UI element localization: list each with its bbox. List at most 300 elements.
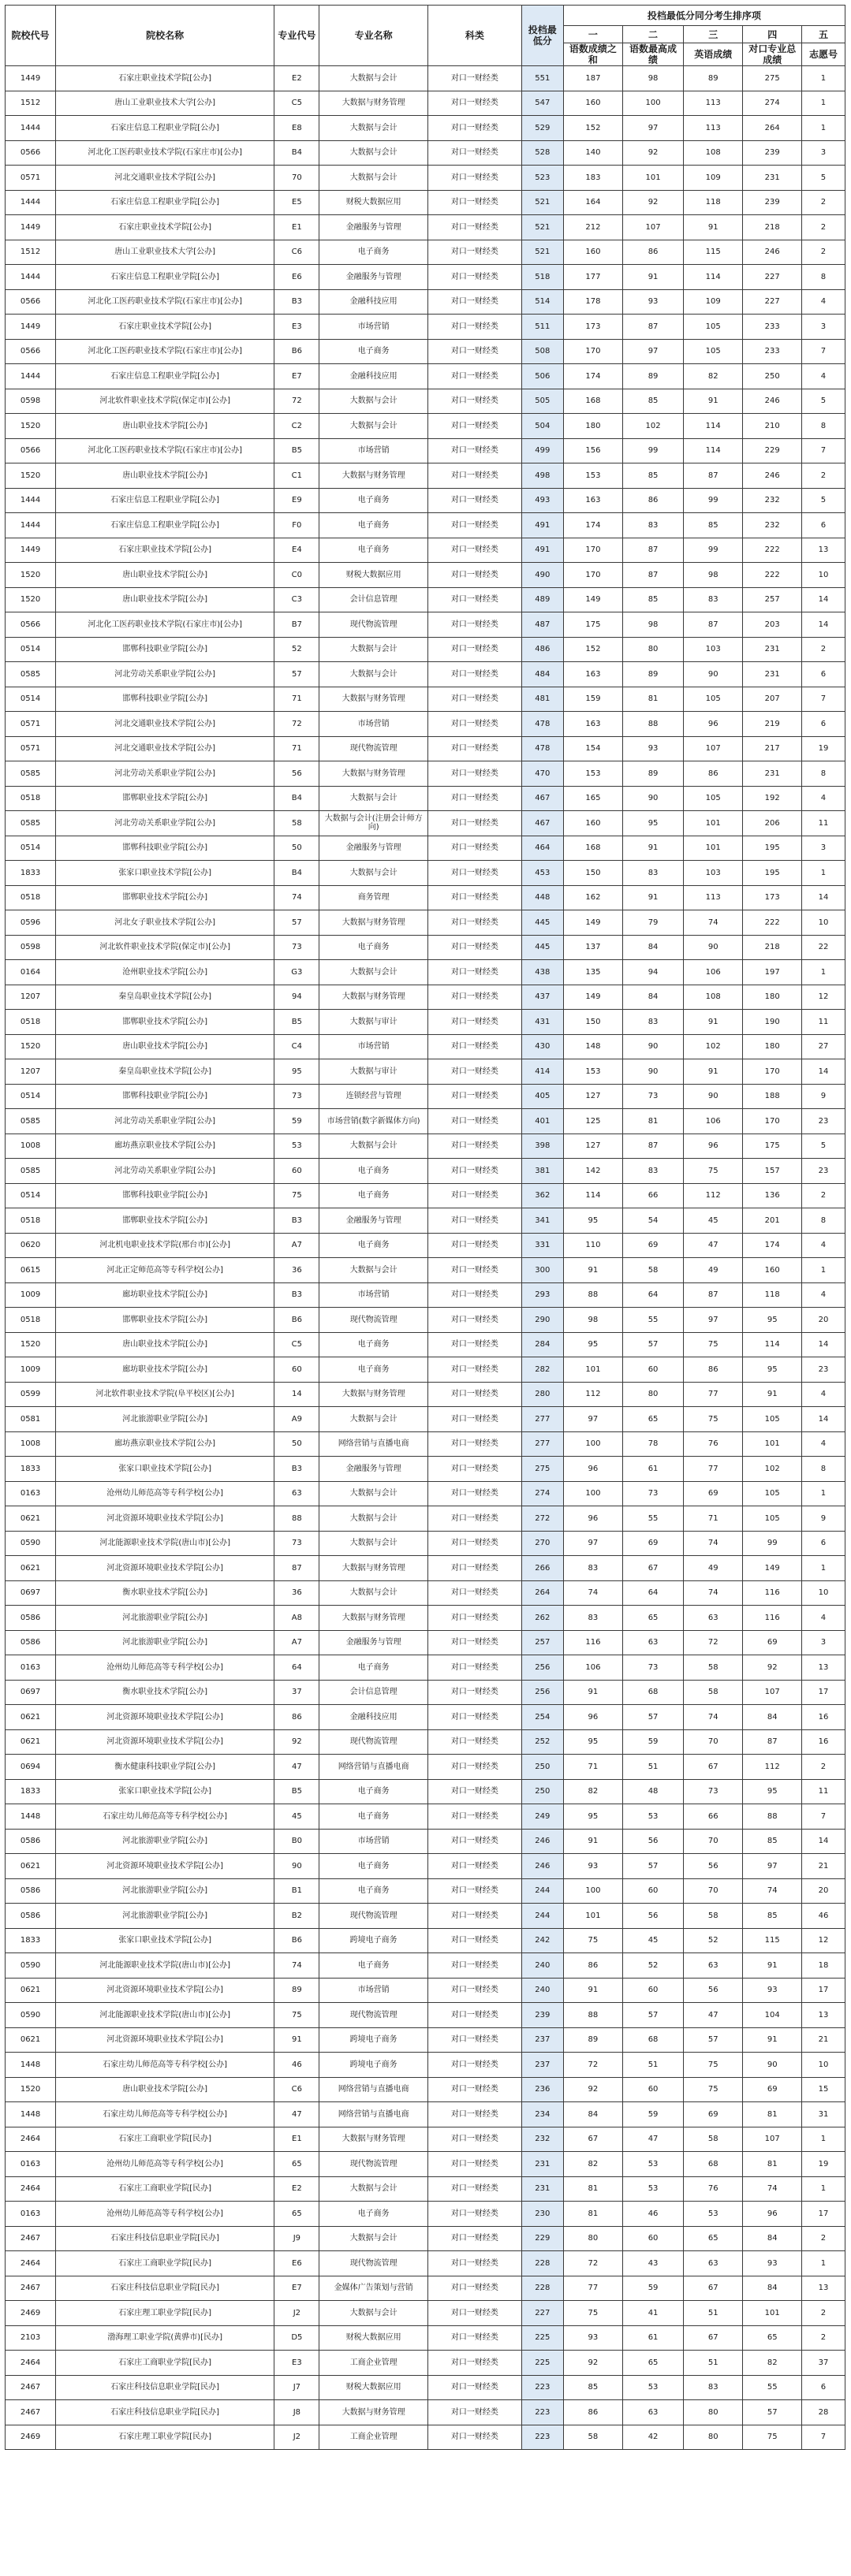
rank-major-total: 203	[743, 612, 801, 638]
category: 对口一财经类	[427, 1109, 521, 1134]
rank-major-total: 69	[743, 1630, 801, 1655]
rank-choice-number: 9	[801, 1084, 845, 1109]
table-row	[6, 1978, 845, 2003]
category: 对口一财经类	[427, 1183, 521, 1208]
table-row	[6, 1308, 845, 1333]
rank-chinese-math-max: 87	[623, 1134, 684, 1159]
table-row	[6, 2425, 845, 2450]
table-row	[6, 2251, 845, 2276]
min-score: 467	[521, 786, 563, 811]
school-code: 0518	[6, 786, 56, 811]
min-score: 246	[521, 1854, 563, 1879]
min-score: 464	[521, 836, 563, 861]
major-code: 88	[274, 1506, 319, 1532]
min-score: 223	[521, 2425, 563, 2450]
school-code: 2464	[6, 2351, 56, 2376]
rank-chinese-math-sum: 162	[563, 885, 623, 910]
major-name: 大数据与财务管理	[319, 910, 427, 936]
school-code: 2467	[6, 2276, 56, 2301]
rank-chinese-math-max: 59	[623, 2102, 684, 2127]
min-score: 493	[521, 488, 563, 513]
table-row	[6, 414, 845, 439]
major-code: 89	[274, 1978, 319, 2003]
min-score: 504	[521, 414, 563, 439]
table-row	[6, 861, 845, 886]
rank-chinese-math-max: 73	[623, 1084, 684, 1109]
rank-english: 77	[683, 1382, 743, 1407]
table-row	[6, 935, 845, 960]
rank-chinese-math-max: 60	[623, 2077, 684, 2102]
rank-english: 49	[683, 1556, 743, 1581]
category: 对口一财经类	[427, 463, 521, 489]
category: 对口一财经类	[427, 538, 521, 563]
rank-chinese-math-max: 63	[623, 2400, 684, 2425]
rank-chinese-math-sum: 91	[563, 1829, 623, 1854]
school-code: 1520	[6, 463, 56, 489]
school-name: 石家庄信息工程职业学院[公办]	[56, 513, 274, 538]
rank-chinese-math-sum: 160	[563, 811, 623, 836]
rank-english: 73	[683, 1779, 743, 1804]
min-score: 300	[521, 1258, 563, 1283]
rank-chinese-math-max: 84	[623, 935, 684, 960]
major-name: 大数据与会计	[319, 1481, 427, 1506]
rank-chinese-math-sum: 153	[563, 1059, 623, 1085]
major-code: C6	[274, 240, 319, 265]
rank-chinese-math-sum: 137	[563, 935, 623, 960]
min-score: 508	[521, 339, 563, 364]
table-row	[6, 563, 845, 588]
major-code: E2	[274, 66, 319, 91]
rank-major-total: 85	[743, 1829, 801, 1854]
rank-choice-number: 16	[801, 1729, 845, 1755]
min-score: 467	[521, 811, 563, 836]
rank-chinese-math-max: 53	[623, 1804, 684, 1830]
rank-english: 107	[683, 736, 743, 761]
school-name: 邯郸科技职业学院[公办]	[56, 836, 274, 861]
category: 对口一财经类	[427, 315, 521, 340]
rank-chinese-math-max: 99	[623, 438, 684, 463]
rank-chinese-math-sum: 84	[563, 2102, 623, 2127]
header-rank-item: 语数成绩之和	[563, 43, 623, 66]
table-row	[6, 1878, 845, 1904]
table-row	[6, 2027, 845, 2053]
school-name: 河北能源职业技术学院(唐山市)[公办]	[56, 1953, 274, 1979]
rank-choice-number: 8	[801, 1208, 845, 1234]
category: 对口一财经类	[427, 66, 521, 91]
rank-major-total: 91	[743, 1382, 801, 1407]
header-rank-item: 对口专业总成绩	[743, 43, 801, 66]
rank-english: 58	[683, 2127, 743, 2152]
rank-english: 113	[683, 116, 743, 141]
rank-major-total: 82	[743, 2351, 801, 2376]
min-score: 225	[521, 2325, 563, 2351]
min-score: 431	[521, 1010, 563, 1035]
major-code: E2	[274, 2176, 319, 2202]
rank-chinese-math-max: 61	[623, 1457, 684, 1482]
rank-major-total: 95	[743, 1779, 801, 1804]
category: 对口一财经类	[427, 662, 521, 687]
major-name: 市场营销	[319, 1282, 427, 1308]
category: 对口一财经类	[427, 2102, 521, 2127]
rank-chinese-math-sum: 93	[563, 2325, 623, 2351]
rank-chinese-math-sum: 140	[563, 140, 623, 166]
min-score: 511	[521, 315, 563, 340]
major-name: 电子商务	[319, 488, 427, 513]
school-name: 衡水健康科技职业学院[公办]	[56, 1755, 274, 1780]
school-name: 河北旅游职业学院[公办]	[56, 1829, 274, 1854]
rank-major-total: 115	[743, 1928, 801, 1953]
major-name: 电子商务	[319, 1953, 427, 1979]
rank-major-total: 91	[743, 1953, 801, 1979]
school-name: 邯郸科技职业学院[公办]	[56, 687, 274, 712]
rank-english: 51	[683, 2351, 743, 2376]
min-score: 228	[521, 2276, 563, 2301]
min-score: 398	[521, 1134, 563, 1159]
major-code: 91	[274, 2027, 319, 2053]
school-name: 石家庄幼儿师范高等专科学校[公办]	[56, 2053, 274, 2078]
major-code: E4	[274, 538, 319, 563]
rank-major-total: 87	[743, 1729, 801, 1755]
rank-chinese-math-sum: 180	[563, 414, 623, 439]
rank-major-total: 207	[743, 687, 801, 712]
rank-chinese-math-max: 73	[623, 1481, 684, 1506]
header-min-score: 投档最低分	[521, 6, 563, 66]
school-code: 0599	[6, 1382, 56, 1407]
school-code: 1444	[6, 513, 56, 538]
rank-chinese-math-sum: 71	[563, 1755, 623, 1780]
rank-chinese-math-max: 107	[623, 215, 684, 240]
school-name: 河北软件职业技术学院(保定市)[公办]	[56, 389, 274, 414]
min-score: 264	[521, 1580, 563, 1606]
rank-choice-number: 14	[801, 1332, 845, 1357]
rank-chinese-math-sum: 75	[563, 2301, 623, 2326]
table-row	[6, 612, 845, 638]
min-score: 277	[521, 1407, 563, 1432]
major-code: 71	[274, 687, 319, 712]
rank-choice-number: 5	[801, 166, 845, 191]
school-code: 2467	[6, 2400, 56, 2425]
school-code: 2469	[6, 2301, 56, 2326]
major-code: A7	[274, 1233, 319, 1258]
school-name: 廊坊燕京职业技术学院[公办]	[56, 1134, 274, 1159]
rank-major-total: 239	[743, 140, 801, 166]
rank-choice-number: 5	[801, 488, 845, 513]
rank-english: 83	[683, 2375, 743, 2400]
school-name: 石家庄工商职业学院[民办]	[56, 2351, 274, 2376]
rank-chinese-math-sum: 72	[563, 2053, 623, 2078]
rank-major-total: 227	[743, 289, 801, 315]
rank-chinese-math-sum: 82	[563, 1779, 623, 1804]
school-name: 唐山工业职业技术大学[公办]	[56, 91, 274, 116]
rank-chinese-math-max: 98	[623, 612, 684, 638]
category: 对口一财经类	[427, 240, 521, 265]
rank-chinese-math-max: 90	[623, 786, 684, 811]
major-name: 网络营销与直播电商	[319, 1431, 427, 1457]
school-name: 河北资源环境职业技术学院[公办]	[56, 1506, 274, 1532]
major-code: C4	[274, 1034, 319, 1059]
table-row	[6, 2325, 845, 2351]
category: 对口一财经类	[427, 1159, 521, 1184]
min-score: 445	[521, 910, 563, 936]
rank-chinese-math-sum: 95	[563, 1208, 623, 1234]
major-code: A7	[274, 1630, 319, 1655]
rank-chinese-math-max: 81	[623, 1109, 684, 1134]
school-code: 2464	[6, 2176, 56, 2202]
category: 对口一财经类	[427, 1258, 521, 1283]
major-name: 网络营销与直播电商	[319, 2077, 427, 2102]
school-name: 唐山职业技术学院[公办]	[56, 2077, 274, 2102]
rank-english: 90	[683, 1084, 743, 1109]
major-name: 现代物流管理	[319, 2003, 427, 2028]
school-code: 1520	[6, 414, 56, 439]
school-name: 沧州幼儿师范高等专科学校[公办]	[56, 2152, 274, 2177]
major-name: 大数据与财务管理	[319, 463, 427, 489]
major-name: 网络营销与直播电商	[319, 1755, 427, 1780]
rank-major-total: 101	[743, 1431, 801, 1457]
rank-english: 69	[683, 1481, 743, 1506]
min-score: 227	[521, 2301, 563, 2326]
school-name: 河北旅游职业学院[公办]	[56, 1878, 274, 1904]
school-name: 廊坊职业技术学院[公办]	[56, 1357, 274, 1383]
major-name: 商务管理	[319, 885, 427, 910]
major-name: 电子商务	[319, 1854, 427, 1879]
school-code: 0621	[6, 1506, 56, 1532]
rank-choice-number: 2	[801, 2325, 845, 2351]
rank-choice-number: 23	[801, 1159, 845, 1184]
school-name: 石家庄科技信息职业学院[民办]	[56, 2400, 274, 2425]
rank-english: 45	[683, 1208, 743, 1234]
major-code: B6	[274, 339, 319, 364]
rank-chinese-math-max: 80	[623, 637, 684, 662]
rank-choice-number: 8	[801, 414, 845, 439]
school-name: 石家庄工商职业学院[民办]	[56, 2251, 274, 2276]
category: 对口一财经类	[427, 1208, 521, 1234]
major-code: B7	[274, 612, 319, 638]
rank-chinese-math-max: 90	[623, 1034, 684, 1059]
major-code: B3	[274, 289, 319, 315]
table-row	[6, 1556, 845, 1581]
rank-choice-number: 20	[801, 1878, 845, 1904]
rank-english: 77	[683, 1457, 743, 1482]
school-name: 石家庄职业技术学院[公办]	[56, 315, 274, 340]
rank-chinese-math-sum: 100	[563, 1481, 623, 1506]
major-code: 52	[274, 637, 319, 662]
rank-major-total: 222	[743, 910, 801, 936]
min-score: 254	[521, 1705, 563, 1730]
table-row	[6, 1928, 845, 1953]
school-code: 0586	[6, 1630, 56, 1655]
major-name: 市场营销	[319, 712, 427, 737]
table-row	[6, 1034, 845, 1059]
school-code: 0163	[6, 2202, 56, 2227]
school-name: 石家庄理工职业学院[民办]	[56, 2425, 274, 2450]
school-code: 0163	[6, 2152, 56, 2177]
major-code: E1	[274, 2127, 319, 2152]
major-code: B4	[274, 861, 319, 886]
rank-choice-number: 12	[801, 1928, 845, 1953]
major-name: 电子商务	[319, 1357, 427, 1383]
major-name: 大数据与会计	[319, 389, 427, 414]
rank-chinese-math-sum: 81	[563, 2202, 623, 2227]
rank-chinese-math-max: 100	[623, 91, 684, 116]
school-code: 0621	[6, 2027, 56, 2053]
major-code: 59	[274, 1109, 319, 1134]
category: 对口一财经类	[427, 2077, 521, 2102]
table-row	[6, 1580, 845, 1606]
rank-english: 75	[683, 1159, 743, 1184]
school-name: 河北资源环境职业技术学院[公办]	[56, 1854, 274, 1879]
rank-english: 51	[683, 2301, 743, 2326]
school-name: 河北劳动关系职业学院[公办]	[56, 1159, 274, 1184]
school-code: 1449	[6, 538, 56, 563]
school-code: 1448	[6, 2053, 56, 2078]
rank-chinese-math-sum: 67	[563, 2127, 623, 2152]
major-name: 电子商务	[319, 1878, 427, 1904]
rank-major-total: 105	[743, 1481, 801, 1506]
rank-chinese-math-sum: 80	[563, 2226, 623, 2251]
rank-major-total: 65	[743, 2325, 801, 2351]
major-code: E7	[274, 364, 319, 389]
school-name: 邯郸科技职业学院[公办]	[56, 1183, 274, 1208]
rank-chinese-math-sum: 159	[563, 687, 623, 712]
rank-chinese-math-sum: 154	[563, 736, 623, 761]
rank-choice-number: 13	[801, 1655, 845, 1681]
school-name: 石家庄科技信息职业学院[民办]	[56, 2375, 274, 2400]
rank-choice-number: 18	[801, 1953, 845, 1979]
rank-chinese-math-sum: 168	[563, 836, 623, 861]
major-name: 大数据与会计	[319, 786, 427, 811]
rank-chinese-math-sum: 88	[563, 2003, 623, 2028]
school-code: 0621	[6, 1729, 56, 1755]
table-row	[6, 1084, 845, 1109]
rank-chinese-math-max: 95	[623, 811, 684, 836]
category: 对口一财经类	[427, 2202, 521, 2227]
school-name: 秦皇岛职业技术学院[公办]	[56, 985, 274, 1010]
rank-choice-number: 1	[801, 1481, 845, 1506]
rank-major-total: 195	[743, 861, 801, 886]
major-name: 电子商务	[319, 339, 427, 364]
rank-chinese-math-sum: 164	[563, 190, 623, 215]
table-row	[6, 712, 845, 737]
rank-chinese-math-max: 59	[623, 2276, 684, 2301]
rank-chinese-math-max: 83	[623, 1010, 684, 1035]
rank-chinese-math-max: 91	[623, 836, 684, 861]
rank-chinese-math-max: 89	[623, 662, 684, 687]
rank-chinese-math-sum: 88	[563, 1282, 623, 1308]
rank-chinese-math-max: 64	[623, 1282, 684, 1308]
min-score: 438	[521, 960, 563, 985]
school-name: 河北化工医药职业技术学院(石家庄市)[公办]	[56, 140, 274, 166]
min-score: 284	[521, 1332, 563, 1357]
major-code: 46	[274, 2053, 319, 2078]
rank-chinese-math-max: 66	[623, 1183, 684, 1208]
major-name: 大数据与财务管理	[319, 1556, 427, 1581]
rank-chinese-math-sum: 92	[563, 2077, 623, 2102]
major-name: 网络营销与直播电商	[319, 2102, 427, 2127]
school-name: 石家庄职业技术学院[公办]	[56, 215, 274, 240]
table-row	[6, 761, 845, 787]
rank-chinese-math-max: 86	[623, 240, 684, 265]
major-name: 大数据与会计	[319, 1506, 427, 1532]
rank-major-total: 233	[743, 339, 801, 364]
major-name: 跨境电子商务	[319, 1928, 427, 1953]
category: 对口一财经类	[427, 1904, 521, 1929]
major-code: B4	[274, 786, 319, 811]
rank-major-total: 149	[743, 1556, 801, 1581]
rank-choice-number: 10	[801, 1580, 845, 1606]
rank-chinese-math-sum: 101	[563, 1904, 623, 1929]
table-row	[6, 1630, 845, 1655]
rank-major-total: 104	[743, 2003, 801, 2028]
category: 对口一财经类	[427, 2251, 521, 2276]
table-row	[6, 1755, 845, 1780]
rank-english: 90	[683, 662, 743, 687]
school-code: 0585	[6, 1159, 56, 1184]
rank-chinese-math-max: 47	[623, 2127, 684, 2152]
category: 对口一财经类	[427, 2127, 521, 2152]
category: 对口一财经类	[427, 1084, 521, 1109]
school-name: 邯郸科技职业学院[公办]	[56, 1084, 274, 1109]
table-row	[6, 985, 845, 1010]
rank-english: 103	[683, 861, 743, 886]
rank-major-total: 232	[743, 488, 801, 513]
rank-english: 105	[683, 315, 743, 340]
rank-chinese-math-max: 91	[623, 265, 684, 290]
rank-chinese-math-max: 85	[623, 587, 684, 612]
school-name: 河北正定师范高等专科学校[公办]	[56, 1258, 274, 1283]
rank-chinese-math-max: 68	[623, 2027, 684, 2053]
school-code: 0621	[6, 1705, 56, 1730]
rank-chinese-math-max: 89	[623, 761, 684, 787]
school-name: 张家口职业技术学院[公办]	[56, 1779, 274, 1804]
major-code: 70	[274, 166, 319, 191]
school-name: 衡水职业技术学院[公办]	[56, 1580, 274, 1606]
major-code: C3	[274, 587, 319, 612]
rank-choice-number: 1	[801, 2251, 845, 2276]
major-code: C5	[274, 1332, 319, 1357]
rank-major-total: 157	[743, 1159, 801, 1184]
school-name: 河北机电职业技术学院(邢台市)[公办]	[56, 1233, 274, 1258]
school-name: 石家庄科技信息职业学院[民办]	[56, 2276, 274, 2301]
major-name: 金融服务与管理	[319, 215, 427, 240]
school-name: 石家庄幼儿师范高等专科学校[公办]	[56, 1804, 274, 1830]
rank-choice-number: 4	[801, 1606, 845, 1631]
category: 对口一财经类	[427, 1431, 521, 1457]
major-code: 64	[274, 1655, 319, 1681]
min-score: 239	[521, 2003, 563, 2028]
rank-major-total: 173	[743, 885, 801, 910]
rank-chinese-math-max: 45	[623, 1928, 684, 1953]
rank-english: 65	[683, 2226, 743, 2251]
school-code: 1449	[6, 215, 56, 240]
rank-chinese-math-max: 87	[623, 538, 684, 563]
rank-choice-number: 5	[801, 389, 845, 414]
rank-english: 58	[683, 1680, 743, 1705]
school-code: 1207	[6, 985, 56, 1010]
rank-chinese-math-sum: 86	[563, 1953, 623, 1979]
major-name: 现代物流管理	[319, 736, 427, 761]
school-code: 0586	[6, 1606, 56, 1631]
school-code: 0514	[6, 687, 56, 712]
rank-choice-number: 1	[801, 91, 845, 116]
category: 对口一财经类	[427, 1481, 521, 1506]
rank-english: 105	[683, 687, 743, 712]
rank-english: 58	[683, 1904, 743, 1929]
rank-major-total: 107	[743, 1680, 801, 1705]
rank-english: 102	[683, 1034, 743, 1059]
major-code: B5	[274, 438, 319, 463]
major-code: B5	[274, 1779, 319, 1804]
